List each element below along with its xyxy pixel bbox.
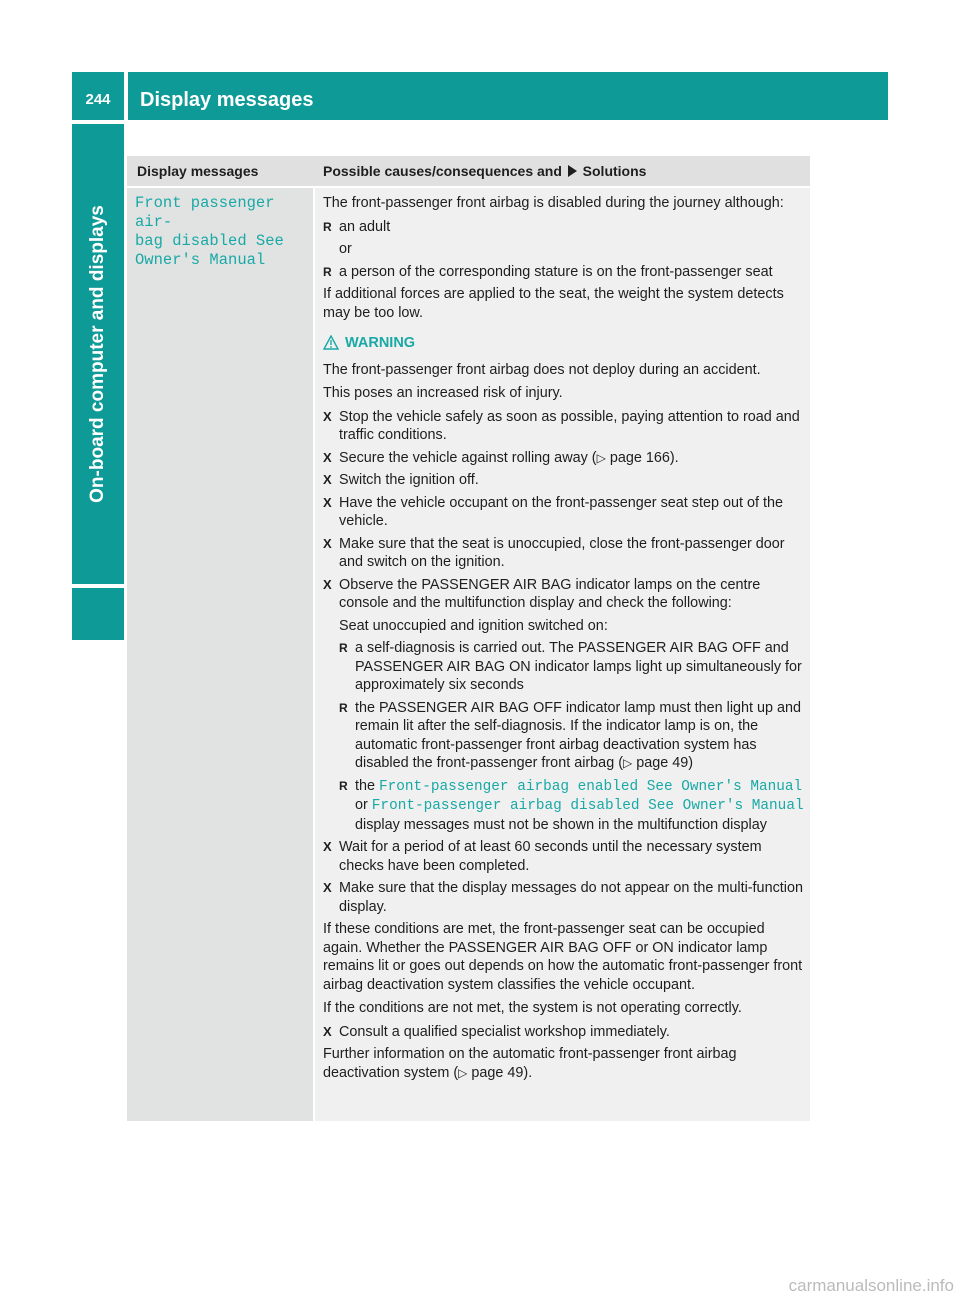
col-header-messages: Display messages [137,163,259,179]
list-item: R the Front-passenger airbag enabled See Owner's Manual or Front-passenger airbag disabled See Owner's Manual display messages must not be shown in the multifunction display [323,777,805,835]
display-message-ref: Front-passenger airbag enabled See Owner's Manual [379,778,803,795]
display-message-ref: Front-passenger airbag disabled See Owner's Manual [371,798,804,814]
step-item: X Make sure that the display messages do not appear on the multi-function display. [323,879,805,916]
step-item: X Have the vehicle occupant on the front-passenger seat step out of the vehicle. [323,494,805,531]
watermark: carmanualsonline.info [788,1276,954,1295]
step-item: X Wait for a period of at least 60 seconds until the necessary system checks have been completed. [323,838,805,875]
solution-cell [315,188,810,1121]
warning-icon [323,335,339,350]
list-item: R the PASSENGER AIR BAG OFF indicator lamp must then light up and remain lit after the self-diagnosis. If the indicator lamp is on, the automatic front-passenger front airbag deactivation system has disabled the front-passenger front airbag (▷ page 49) [323,699,805,773]
chapter-tab-label: On-board computer and displays [87,205,108,503]
step-item: X Switch the ignition off. [323,471,805,490]
warning-heading: WARNING [323,334,805,353]
solution-text: The front-passenger front airbag is disabled during the journey although: R an adult or R a person of the corresponding stature is on the front-passenger seat If additional forces are applied to the seat, the weight the system detects may be too low. WARNING The front-passenger front airbag does not deploy during an accident. This poses an increased risk of injury. X Stop the vehicle safely as soon as possible, paying attention to road and traffic conditions. X Secure the vehicle against rolling away (▷ page 166). X Switch the ignition off. X Have the vehicle occupant on the front-passenger seat step out of the vehicle. X Make sure that the seat is unoccupied, close the front-passenger door and switch on the ignition. X Observe the PASSENGER AIR BAG indicator lamps on the centre console and the multifunction display and check the following: Seat unoccupied and ignition switched on: R a self-diagnosis is carried out. The PASSENGER AIR BAG OFF and PASSENGER AIR BAG ON indicator lamps light up simultaneously for approximately six seconds R the PASSENGER AIR BAG OFF indicator lamp must then light up and remain lit after the self-diagnosis. If the indicator lamp is on, the automatic front-passenger front airbag deactivation system has disabled the front-passenger front airbag (▷ page 49) R the Front-passenger airbag enabled See Owner's Manual or Front-passenger airbag disabled See Owner's Manual display messages must not be shown in the multifunction display X Wait for a period of at least 60 seconds until the necessary system checks have been completed. X Make sure that the display messages do not appear on the multi-function display. If these conditions are met, the front-passenger seat can be occupied again. Whether the PASSENGER AIR BAG OFF or ON indicator lamp remains lit or goes out depends on how the automatic front-passenger front airbag deactivation system classifies the vehicle occupant. If the conditions are not met, the system is not operating correctly. X Consult a qualified specialist workshop immediately. Further information on the automatic front-passenger front airbag deactivation system (▷ page 49). [323,194,805,1087]
page-ref-icon: ▷ [458,1065,468,1080]
page-ref-icon: ▷ [622,756,633,770]
arrow-icon [568,165,577,177]
page-ref-icon: ▷ [596,450,606,465]
chapter-marker [72,588,124,640]
step-item: X Observe the PASSENGER AIR BAG indicator lamps on the centre console and the multifunction display and check the following: [323,576,805,613]
table-header [127,156,810,186]
list-item: R a self-diagnosis is carried out. The PASSENGER AIR BAG OFF and PASSENGER AIR BAG ON indicator lamps light up simultaneously for approximately six seconds [323,639,805,695]
col-header-causes: Possible causes/consequences and Solutions [323,163,647,179]
page-title: Display messages [128,72,888,120]
list-item: R a person of the corresponding stature is on the front-passenger seat [323,263,805,282]
list-item: R an adult [323,218,805,237]
step-item: X Consult a qualified specialist workshop immediately. [323,1023,805,1042]
step-item: X Secure the vehicle against rolling away (▷ page 166). [323,449,805,468]
step-item: X Make sure that the seat is unoccupied, close the front-passenger door and switch on the ignition. [323,535,805,572]
page-number: 244 [72,72,124,120]
message-cell [127,188,313,1121]
step-item: X Stop the vehicle safely as soon as possible, paying attention to road and traffic conditions. [323,408,805,445]
display-message: Front passenger air‐ bag disabled See Owner's Manual [135,194,284,269]
